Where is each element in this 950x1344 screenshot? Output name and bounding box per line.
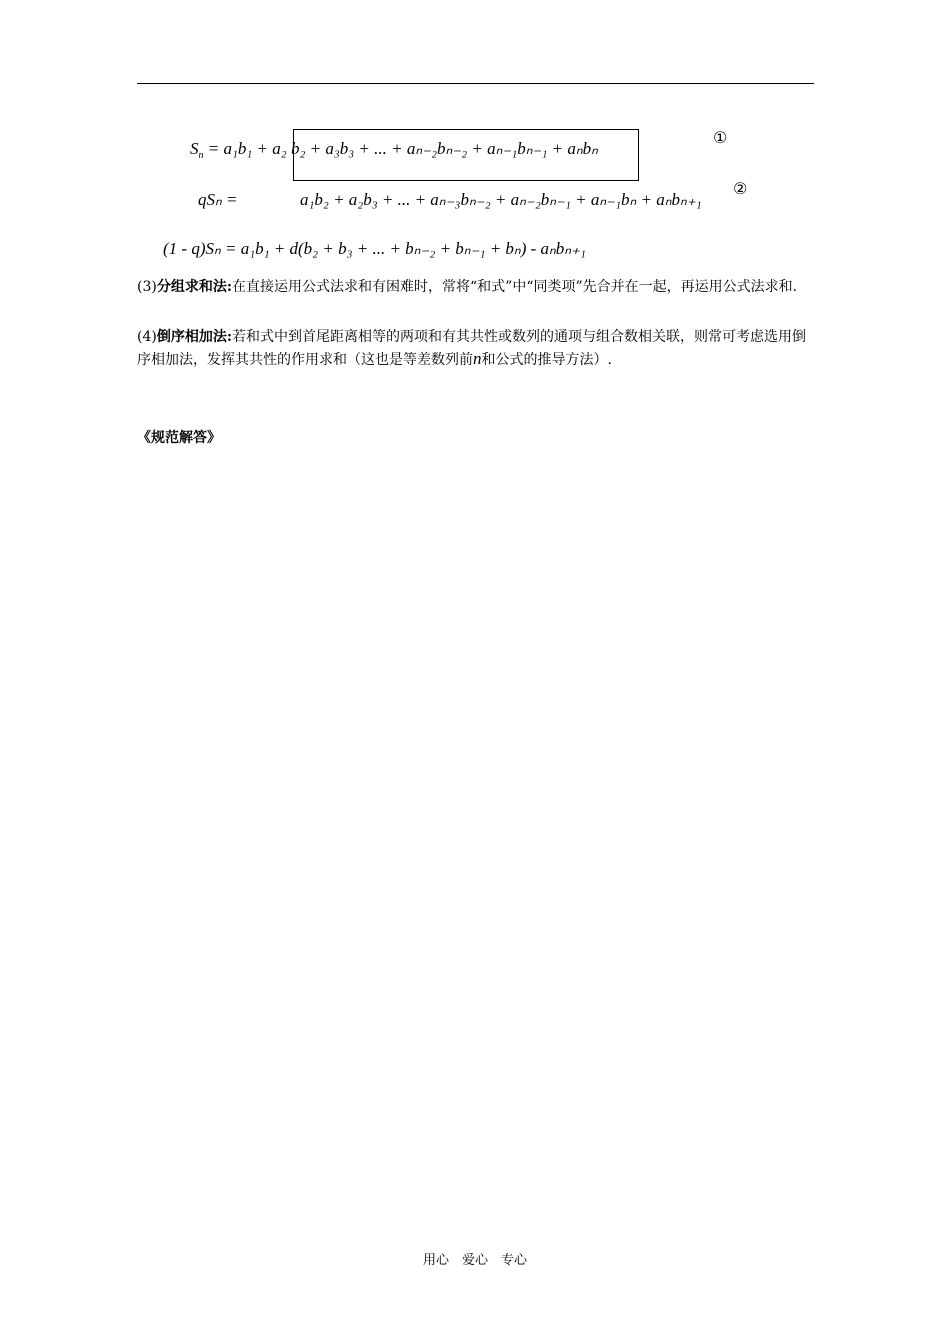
eq1-marker: ①: [713, 128, 728, 147]
p4-body-a: 若和式中到首尾距离相等的两项和有其共性或数列的通项与组合数相关联，则常可考虑选用倒序相加法，发挥其共性的作用求和（这也是等差数列前: [137, 329, 807, 368]
p4-title: 倒序相加法:: [156, 329, 233, 345]
p4-variable-n: n: [473, 349, 482, 368]
eq1-rhs-prefix: = a₁b₁ + a₂: [207, 139, 287, 158]
p4-body-b: 和公式的推导方法）.: [481, 352, 612, 368]
eq1-highlight-box: [290, 129, 639, 181]
eq2-rhs: a₁b₂ + a₂b₃ + ... + aₙ₋₃bₙ₋₂ + aₙ₋₂bₙ₋₁ + aₙ₋₁bₙ + aₙbₙ₊₁: [300, 190, 702, 209]
eq1-lhs-sub: n: [198, 150, 204, 161]
equation-3: (1 - q)Sₙ = a₁b₁ + d(b₂ + b₃ + ... + bₙ₋₂ + bₙ₋₁ + bₙ) - aₙbₙ₊₁: [163, 239, 586, 258]
section-heading: 《规范解答》: [137, 430, 221, 446]
eq2-marker: ②: [733, 179, 748, 198]
eq2-lhs: qSₙ =: [198, 190, 238, 209]
p3-number: (3): [137, 279, 157, 295]
p3-body: 在直接运用公式法求和有困难时，常将“和式”中“同类项”先合并在一起，再运用公式法求和.: [232, 279, 798, 295]
header-rule: [137, 83, 814, 84]
page-footer: 用心 爱心 专心: [422, 1253, 527, 1268]
p3-title: 分组求和法:: [156, 279, 233, 295]
p4-number: (4): [137, 329, 157, 345]
paragraph-reverse-add-method: [137, 326, 817, 371]
eq1-boxed-terms: b₂ + a₃b₃ + ... + aₙ₋₂bₙ₋₂ + aₙ₋₁bₙ₋₁ + aₙbₙ: [290, 139, 598, 158]
paragraph-grouping-method: [137, 276, 817, 298]
eq1-lhs: S: [190, 139, 199, 158]
